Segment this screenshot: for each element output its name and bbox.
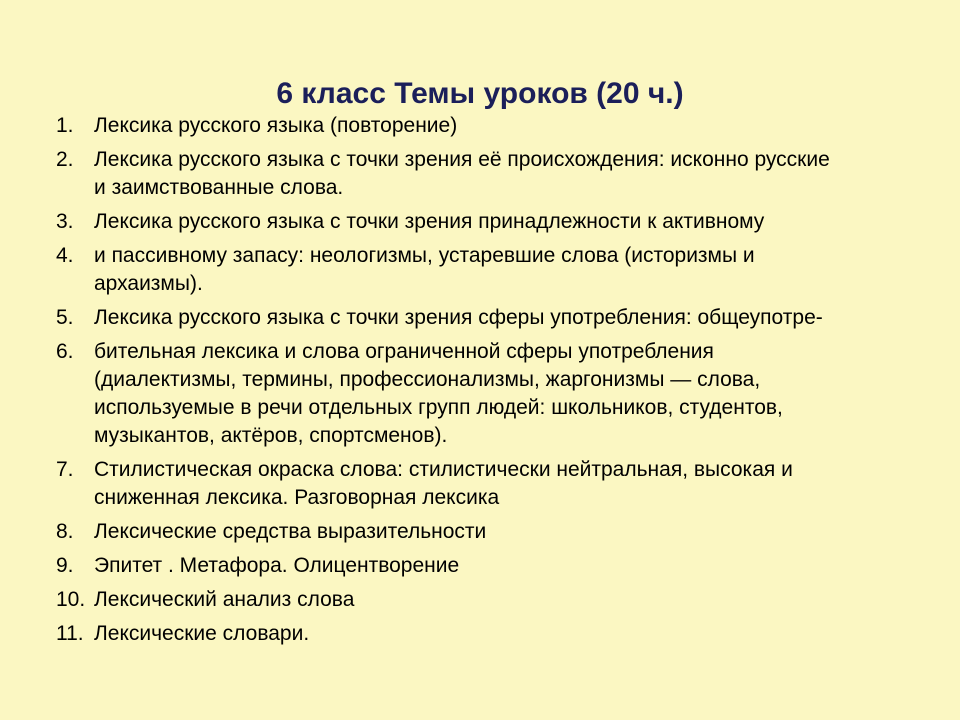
list-item-text: Лексические словари. — [94, 622, 310, 645]
list-item-text: Лексика русского языка с точки зрения принадлежности к активному — [94, 210, 765, 233]
list-item — [56, 518, 946, 546]
list-item — [56, 208, 946, 236]
list-item — [56, 620, 946, 648]
list-item — [56, 242, 946, 298]
list-item-text: Стилистическая окраска слова: стилистически нейтральная, высокая и сниженная лексика. Разговорная лексика — [94, 458, 793, 509]
list-item-text: бительная лексика и слова ограниченной сферы употребления (диалектизмы, термины, профессионализмы, жаргонизмы — слова, используемые в речи отдельных групп людей: школьников, студентов, музыкантов, актёров, спортсменов). — [94, 340, 783, 447]
list-item-text: Лексика русского языка с точки зрения сферы употребления: общеупотре- — [94, 306, 823, 329]
list-item-number: 9. — [56, 554, 74, 577]
list-item-number: 8. — [56, 520, 74, 543]
list-item — [56, 338, 946, 450]
list-item-number: 3. — [56, 210, 74, 233]
topic-list — [56, 112, 946, 654]
list-item-text: Лексические средства выразительности — [94, 520, 487, 543]
list-item-number: 2. — [56, 148, 74, 171]
list-item — [56, 112, 946, 140]
list-item-number: 6. — [56, 340, 74, 363]
list-item — [56, 552, 946, 580]
list-item — [56, 586, 946, 614]
list-item — [56, 456, 946, 512]
list-item-text: Лексический анализ слова — [94, 588, 355, 611]
list-item-number: 7. — [56, 458, 74, 481]
list-item-text: Лексика русского языка (повторение) — [94, 114, 458, 137]
list-item-text: и пассивному запасу: неологизмы, устаревшие слова (историзмы и архаизмы). — [94, 244, 755, 295]
slide-title: 6 класс Темы уроков (20 ч.) — [276, 77, 684, 110]
list-item-text: Лексика русского языка с точки зрения её происхождения: исконно русские и заимствованные слова. — [94, 148, 830, 199]
list-item — [56, 304, 946, 332]
list-item-number: 5. — [56, 306, 74, 329]
list-item-number: 4. — [56, 244, 74, 267]
list-item — [56, 146, 946, 202]
list-item-number: 1. — [56, 114, 74, 137]
list-item-number: 11. — [56, 622, 84, 645]
list-item-text: Эпитет . Метафора. Олицентворение — [94, 554, 460, 577]
list-item-number: 10. — [56, 588, 86, 611]
